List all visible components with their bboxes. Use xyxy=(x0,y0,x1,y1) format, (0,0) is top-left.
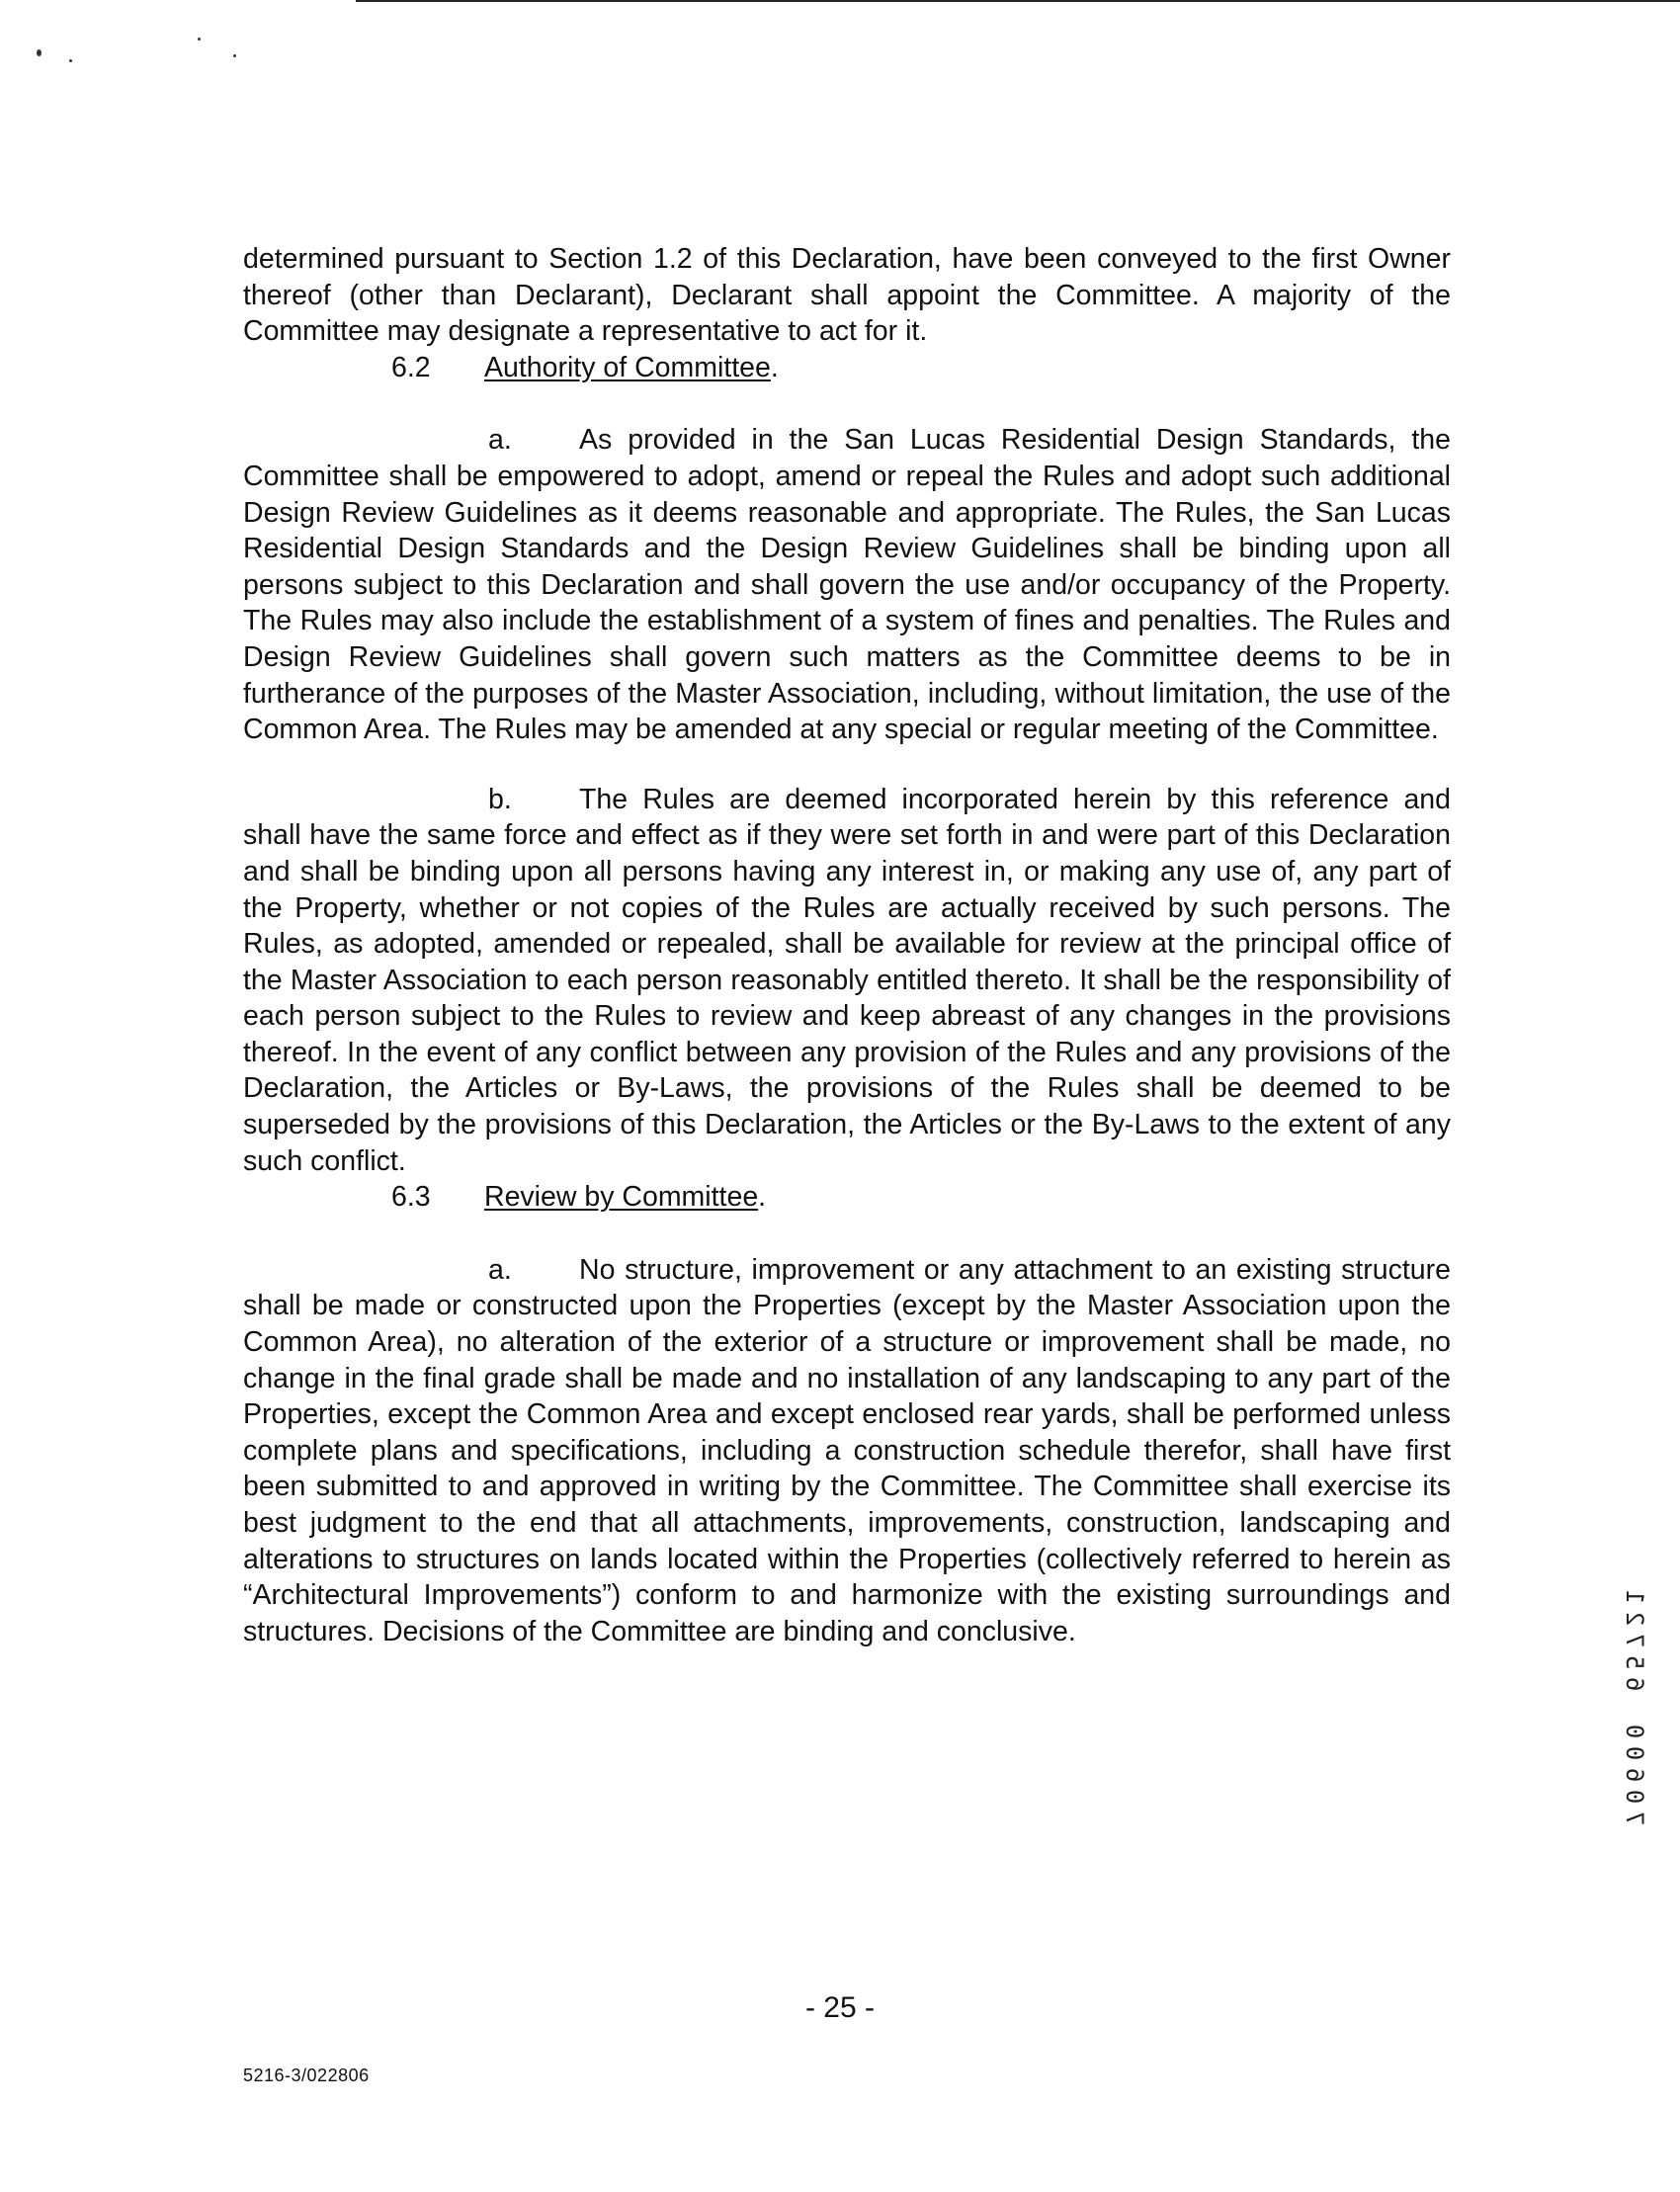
section-title: Review by Committee xyxy=(484,1181,759,1214)
scan-speck xyxy=(69,59,72,62)
paragraph-text: As provided in the San Lucas Residential Design Standards, the Committee shall be empowered to adopt, amend or repeal the Rules and adopt such additional Design Review Guidelines as it deems reasonable and appropriate. The Rules, the San Lucas Residential Design Standards and the Design Review Guidelines shall be binding upon all persons subject to this Declaration and shall govern the use and/or occupancy of the Property. The Rules may also include the establishment of a system of fines and penalties. The Rules and Design Review Guidelines shall govern such matters as the Committee deems to be in furtherance of the purposes of the Master Association, including, without limitation, the use of the Common Area. The Rules may be amended at any special or regular meeting of the Committee. xyxy=(243,424,1451,746)
section-heading-6-3 xyxy=(243,1179,1451,1216)
paragraph-text: No structure, improvement or any attachment to an existing structure shall be made or constructed upon the Properties (except by the Master Association upon the Common Area), no alteration of the exterior of a structure or improvement shall be made, no change in the final grade shall be made and no installation of any landscaping to any part of the Properties, except the Common Area and except enclosed rear yards, shall be performed unless complete plans and specifications, including a construction schedule therefor, shall have first been submitted to and approved in writing by the Committee. The Committee shall exercise its best judgment to the end that all attachments, improvements, construction, landscaping and alterations to structures on lands located within the Properties (collectively referred to herein as “Architectural Improvements”) conform to and harmonize with the existing surroundings and structures. Decisions of the Committee are binding and conclusive. xyxy=(243,1253,1451,1647)
scan-speck xyxy=(198,38,201,41)
stamp-digit: 0 xyxy=(1621,1724,1648,1739)
top-scan-rule xyxy=(356,0,1680,2)
section-title-punct: . xyxy=(770,351,779,383)
paragraph-text: The Rules are deemed incorporated herein by this reference and shall have the same force and effect as if they were set forth in and were part of this Declaration and shall be binding upon all persons having any interest in, or making any use of, any part of the Property, whether or not copies of the Rules are actually received by such persons. The Rules, as adopted, amended or repealed, shall be available for review at the principal office of the Master Association to each person reasonably entitled thereto. It shall be the responsibility of each person subject to the Rules to review and keep abreast of any changes in the provisions thereof. In the event of any conflict between any provision of the Rules and any provisions of the Declaration, the Articles or By-Laws, the provisions of the Rules shall be deemed to be superseded by the provisions of this Declaration, the Articles or the By-Laws to the extent of any such conflict. xyxy=(243,783,1451,1177)
scan-speck xyxy=(37,49,42,56)
recording-stamp xyxy=(1618,1586,1651,1829)
stamp-digit: 7 xyxy=(1621,1811,1648,1826)
stamp-digit: 1 xyxy=(1621,1589,1648,1605)
section-number: 6.3 xyxy=(391,1181,431,1214)
section-heading-6-2 xyxy=(243,350,1451,386)
stamp-digit: 6 xyxy=(1621,1767,1648,1783)
paragraph-label: b. xyxy=(488,783,512,815)
paragraph-6-3-a xyxy=(243,1252,1451,1650)
paragraph-label: a. xyxy=(488,1253,512,1286)
paragraph-6-2-a xyxy=(243,422,1451,747)
stamp-digit: 7 xyxy=(1621,1633,1648,1648)
paragraph-label: a. xyxy=(488,424,512,457)
stamp-digit: 5 xyxy=(1621,1654,1648,1670)
opening-paragraph: determined pursuant to Section 1.2 of this Declaration, have been conveyed to the first Owner thereof (other than Declarant), Declarant shall appoint the Committee. A majority of the Committee may designate a representative to act for it. xyxy=(243,243,1451,348)
stamp-digit: 6 xyxy=(1621,1676,1648,1692)
stamp-digit: 2 xyxy=(1621,1611,1648,1627)
scan-speck xyxy=(233,54,236,57)
document-code: 5216-3/022806 xyxy=(243,2066,370,2085)
stamp-digit: 0 xyxy=(1621,1745,1648,1761)
document-body xyxy=(243,241,1451,1649)
stamp-digit: 0 xyxy=(1621,1789,1648,1805)
page-number: - 25 - xyxy=(804,1991,876,2024)
section-number: 6.2 xyxy=(391,351,431,383)
paragraph-6-2-b xyxy=(243,782,1451,1180)
section-title: Authority of Committee xyxy=(484,351,771,383)
section-title-punct: . xyxy=(758,1181,767,1214)
